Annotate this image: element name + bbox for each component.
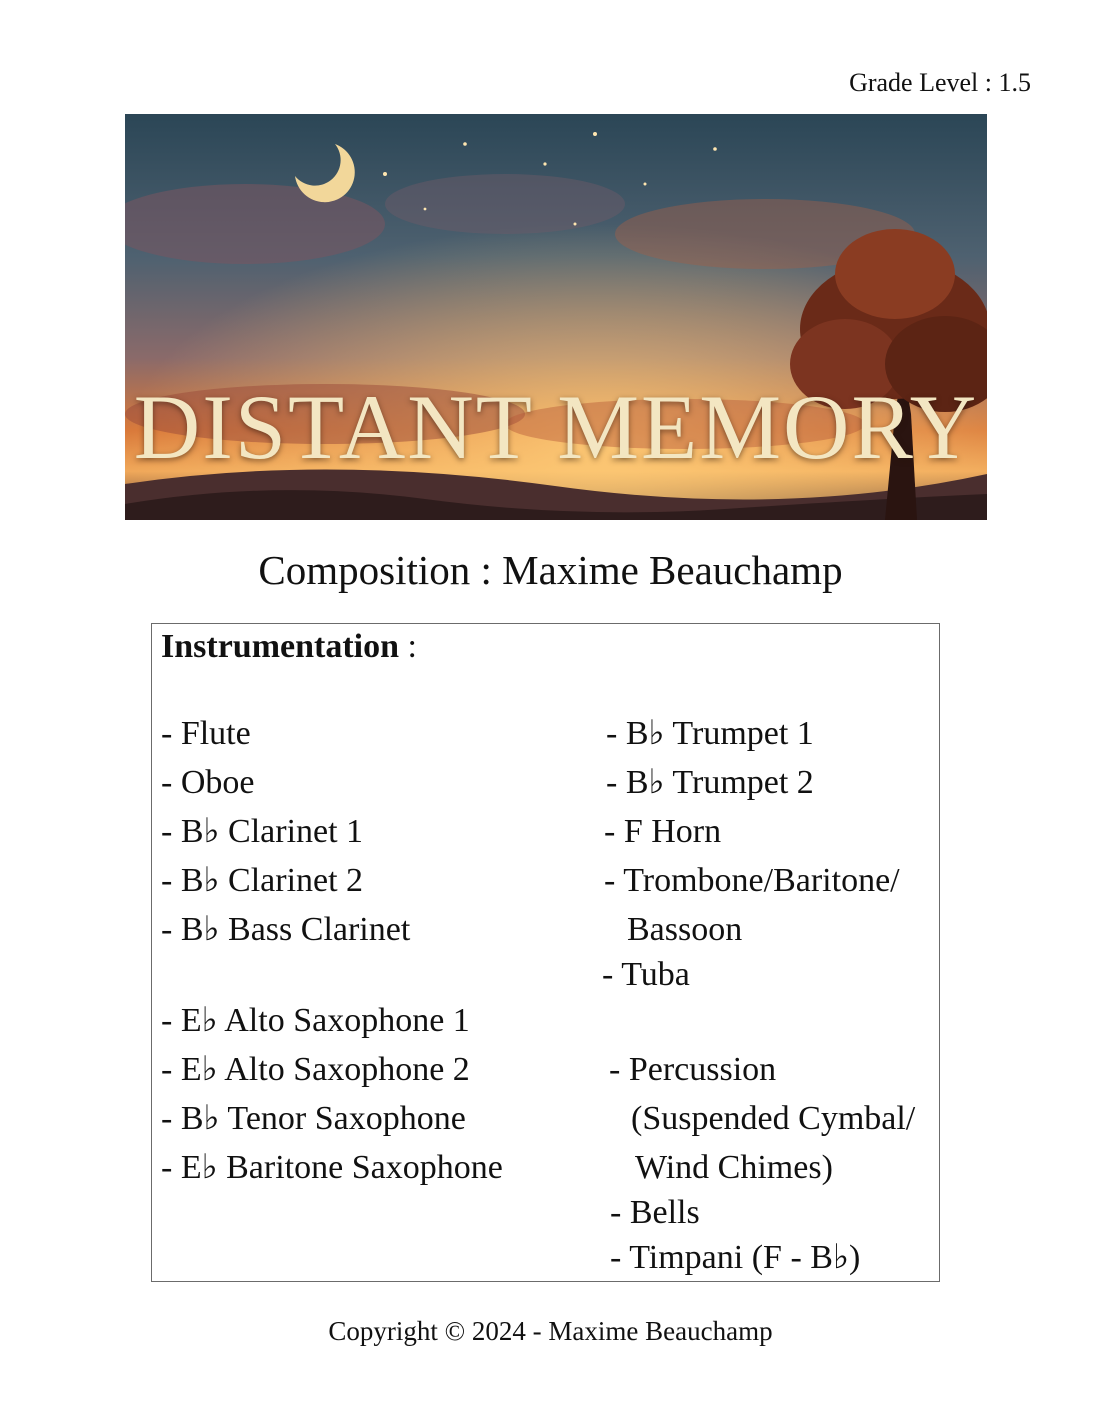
- instrument-item: - Tuba: [602, 956, 690, 993]
- instrument-item: - E♭ Alto Saxophone 2: [161, 1051, 470, 1088]
- instrument-item: - B♭ Trumpet 2: [606, 764, 814, 801]
- instrumentation-suffix: :: [399, 628, 417, 665]
- instrument-item: - E♭ Alto Saxophone 1: [161, 1002, 470, 1039]
- instrument-item: Wind Chimes): [635, 1149, 833, 1186]
- instrumentation-label: Instrumentation: [161, 628, 400, 665]
- instrument-item: - Flute: [161, 715, 251, 752]
- instrument-item: - Timpani (F - B♭): [610, 1239, 861, 1276]
- instrument-item: - B♭ Tenor Saxophone: [161, 1100, 466, 1137]
- copyright-notice: Copyright © 2024 - Maxime Beauchamp: [328, 1316, 773, 1346]
- instrument-item: - B♭ Bass Clarinet: [161, 911, 411, 948]
- grade-level: Grade Level : 1.5: [849, 68, 1031, 97]
- instrument-item: - B♭ Trumpet 1: [606, 715, 814, 752]
- instrument-item: Bassoon: [627, 911, 743, 948]
- instrumentation-box: [151, 623, 940, 1282]
- instrument-item: (Suspended Cymbal/: [631, 1100, 916, 1137]
- instrument-item: - B♭ Clarinet 2: [161, 862, 364, 899]
- cover-title-text: DISTANT MEMORY: [133, 376, 979, 478]
- instrument-item: - Oboe: [161, 764, 255, 801]
- instrument-item: - Trombone/Baritone/: [604, 862, 900, 899]
- instrument-item: - B♭ Clarinet 1: [161, 813, 364, 850]
- instrument-item: - F Horn: [604, 813, 722, 850]
- composer-credit: Composition : Maxime Beauchamp: [258, 547, 843, 593]
- instrument-item: - Percussion: [609, 1051, 777, 1088]
- instrumentation-heading: [161, 628, 417, 666]
- cover-title: [125, 374, 987, 480]
- instrument-item: - E♭ Baritone Saxophone: [161, 1149, 503, 1186]
- instrument-item: - Bells: [610, 1194, 700, 1231]
- cover-image: [125, 114, 987, 520]
